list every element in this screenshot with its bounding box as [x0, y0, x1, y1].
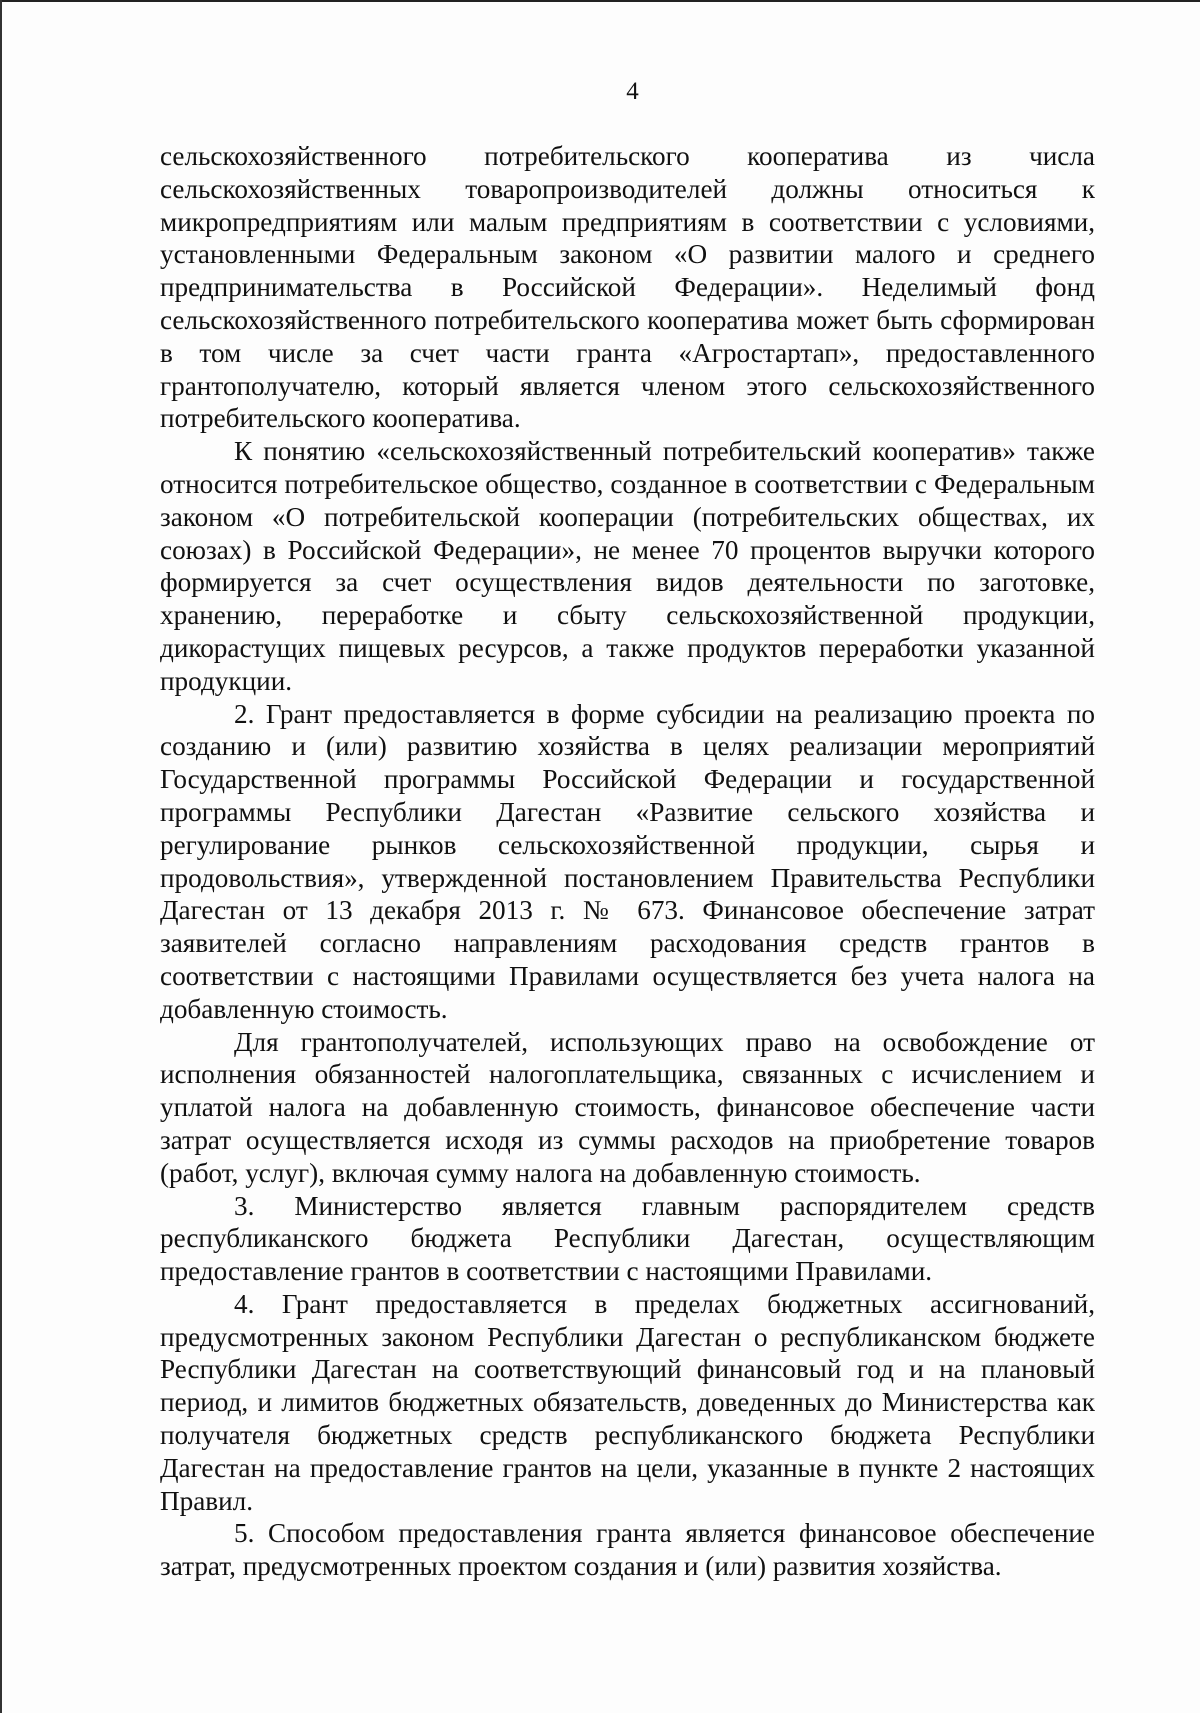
page-number: 4 — [626, 78, 639, 105]
paragraph-item-4-budget-limits: 4. Грант предоставляется в пределах бюджетных ассигнований, предусмотренных законом Республики Дагестан о республиканском бюджете Республики Дагестан на соответствующий финансовый год и на плановый период, и лимитов бюджетных обязательств, доведенных до Министерства как получателя бюджетных средств республиканского бюджета Республики Дагестан на предоставление грантов на цели, указанные в пункте 2 настоящих Правил. — [160, 1288, 1095, 1516]
paragraph-consumer-society: К понятию «сельскохозяйственный потребительский кооператив» также относится потребительское общество, созданное в соответствии с Федеральным законом «О потребительской кооперации (потребительских обществах, их союзах) в Российской Федерации», не менее 70 процентов выручки которого формируется за счет осуществления видов деятельности по заготовке, хранению, переработке и сбыту сельскохозяйственной продукции, дикорастущих пищевых ресурсов, а также продуктов переработки указанной продукции. — [160, 436, 1095, 696]
paragraph-item-5-method: 5. Способом предоставления гранта является финансовое обеспечение затрат, предусмотренных проектом создания и (или) развития хозяйства. — [160, 1518, 1095, 1582]
paragraph-cooperative-continuation: сельскохозяйственного потребительского кооператива из числа сельскохозяйственных товаропроизводителей должны относиться к микропредприятиям или малым предприятиям в соответствии с условиями, установленными Федеральным законом «О развитии малого и среднего предпринимательства в Российской Федерации». Неделимый фонд сельскохозяйственного потребительского кооператива может быть сформирован в том числе за счет части гранта «Агростартап», предоставленного грантополучателю, который является членом этого сельскохозяйственного потребительского кооператива. — [160, 141, 1095, 434]
scan-edge-top — [0, 0, 1200, 2]
paragraph-item-3-ministry: 3. Министерство является главным распорядителем средств республиканского бюджета Республики Дагестан, осуществляющим предоставление грантов в соответствии с настоящими Правилами. — [160, 1190, 1095, 1287]
paragraph-vat-exemption: Для грантополучателей, использующих право на освобождение от исполнения обязанностей налогоплательщика, связанных с исчислением и уплатой налога на добавленную стоимость, финансовое обеспечение части затрат осуществляется исходя из суммы расходов на приобретение товаров (работ, услуг), включая сумму налога на добавленную стоимость. — [160, 1026, 1095, 1188]
scan-edge-left — [0, 0, 2, 1713]
paragraph-item-2-grant-form: 2. Грант предоставляется в форме субсидии на реализацию проекта по созданию и (или) развитию хозяйства в целях реализации мероприятий Государственной программы Российской Федерации и государственной программы Республики Дагестан «Развитие сельского хозяйства и регулирование рынков сельскохозяйственной продукции, сырья и продовольствия», утвержденной постановлением Правительства Республики Дагестан от 13 декабря 2013 г. № 673. Финансовое обеспечение затрат заявителей согласно направлениям расходования средств грантов в соответствии с настоящими Правилами осуществляется без учета налога на добавленную стоимость. — [160, 698, 1095, 1024]
document-body — [160, 140, 1095, 1583]
